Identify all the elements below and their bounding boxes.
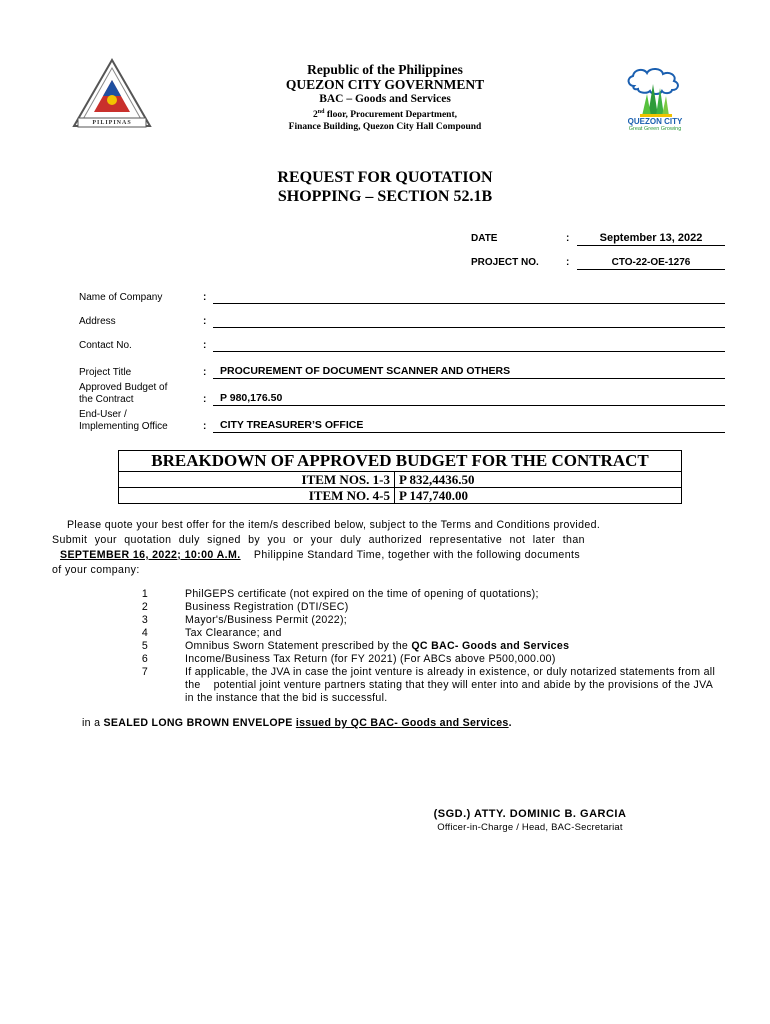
instructions-line1: Please quote your best offer for the item/s described below, subject to the Terms and Conditions provided.: [67, 519, 601, 531]
item-text: Income/Business Tax Return (for FY 2021) (For ABCs above P500,000.00): [185, 653, 556, 665]
date-label: DATE: [471, 233, 498, 244]
item-text: PhilGEPS certificate (not expired on the time of opening of quotations);: [185, 588, 539, 600]
header-bac: BAC – Goods and Services: [319, 93, 451, 105]
contact-label: Contact No.: [79, 340, 132, 351]
list-item: [140, 627, 720, 640]
list-item: [140, 588, 720, 601]
item-text: Omnibus Sworn Statement prescribed by the: [185, 640, 412, 652]
enduser-label-line2: Implementing Office: [79, 421, 168, 432]
enduser-colon: :: [203, 421, 207, 432]
list-item: [140, 601, 720, 614]
project-no-value: CTO-22-OE-1276: [577, 257, 725, 270]
project-title-colon: :: [203, 367, 207, 378]
item-text: Mayor's/Business Permit (2022);: [185, 614, 348, 626]
item-number: 6: [141, 653, 149, 665]
company-label: Name of Company: [79, 292, 163, 303]
contact-colon: :: [203, 340, 207, 351]
project-title-field: PROCUREMENT OF DOCUMENT SCANNER AND OTHERS: [213, 365, 725, 379]
instructions-line3-post: Philippine Standard Time, together with the following documents: [250, 549, 581, 561]
address-colon: :: [203, 316, 207, 327]
signatory-position: Officer-in-Charge / Head, BAC-Secretariat: [437, 822, 623, 833]
abc-label-line2: the Contract: [79, 394, 134, 405]
project-title-label: Project Title: [79, 367, 132, 378]
deadline: SEPTEMBER 16, 2022; 10:00 A.M.: [60, 549, 241, 561]
abc-colon: :: [203, 394, 207, 405]
document-title: [0, 168, 770, 206]
table-row: [119, 487, 681, 503]
project-no-colon: :: [566, 257, 570, 268]
header-government: QUEZON CITY GOVERNMENT: [285, 77, 485, 92]
breakdown-title: BREAKDOWN OF APPROVED BUDGET FOR THE CONTRACT: [119, 451, 681, 472]
title-line2: SHOPPING – SECTION 52.1B: [277, 188, 493, 205]
date-colon: :: [566, 233, 570, 244]
company-colon: :: [203, 292, 207, 303]
contact-field[interactable]: [213, 338, 725, 352]
header-floor: [0, 106, 770, 121]
requirements-list: [140, 588, 720, 705]
item-number: 7: [141, 666, 149, 678]
item-text-bold: QC BAC- Goods and Services: [411, 640, 570, 652]
envelope-underline: issued by QC BAC- Goods and Services: [295, 717, 509, 729]
enduser-label-line1: End-User /: [79, 409, 127, 420]
item-number: 3: [141, 614, 149, 626]
budget-breakdown-table: [118, 450, 682, 504]
list-item: [140, 653, 720, 666]
floor-suffix: nd: [317, 109, 325, 115]
letterhead: [0, 62, 770, 133]
list-item: [140, 614, 720, 627]
envelope-post: .: [508, 717, 512, 729]
item-number: 2: [141, 601, 149, 613]
floor-dept: floor, Procurement Department,: [324, 110, 457, 121]
floor-number: 2: [313, 110, 318, 121]
header-building: Finance Building, Quezon City Hall Compound: [288, 122, 482, 133]
breakdown-item-label: ITEM NOS. 1-3: [119, 472, 395, 487]
abc-label-line1: Approved Budget of: [79, 382, 168, 393]
envelope-bold: SEALED LONG BROWN ENVELOPE: [103, 717, 293, 729]
project-no-label: PROJECT NO.: [471, 257, 539, 268]
instructions-line2: Submit your quotation duly signed by you or your duly authorized representative not later than: [52, 534, 585, 546]
envelope-instruction: [82, 717, 512, 729]
abc-label: [79, 382, 167, 406]
address-field[interactable]: [213, 314, 725, 328]
breakdown-item-value: P 832,4436.50: [399, 472, 475, 487]
item-number: 5: [141, 640, 149, 652]
abc-field: P 980,176.50: [213, 392, 725, 406]
table-row: [119, 472, 681, 487]
seal-bottom-text: PILIPINAS: [92, 120, 132, 126]
header-republic: Republic of the Philippines: [307, 62, 463, 77]
item-text: Tax Clearance; and: [185, 627, 282, 639]
logo-text: QUEZON CITY: [627, 117, 683, 126]
signatory: [400, 807, 660, 834]
list-item: [140, 640, 720, 653]
item-number: 1: [141, 588, 149, 600]
envelope-pre: in a: [82, 717, 104, 729]
item-text: If applicable, the JVA in case the joint venture is already in existence, or duly notarized statements from all the potential joint venture partners stating that they will enter into and abide by the provisions of the JVA in the instance that the bid is successful.: [185, 666, 719, 704]
item-number: 4: [141, 627, 149, 639]
breakdown-item-label: ITEM NO. 4-5: [119, 488, 395, 503]
company-field[interactable]: [213, 290, 725, 304]
enduser-field: CITY TREASURER’S OFFICE: [213, 419, 725, 433]
instructions-line4: of your company:: [52, 564, 140, 576]
logo-tagline: Great Green Growing: [628, 126, 682, 132]
title-line1: REQUEST FOR QUOTATION: [277, 169, 493, 186]
address-label: Address: [79, 316, 116, 327]
enduser-label: [79, 409, 168, 433]
instructions-paragraph: [52, 518, 712, 578]
date-value: September 13, 2022: [577, 232, 725, 246]
instructions-line3: [52, 548, 712, 563]
item-text: Business Registration (DTI/SEC): [185, 601, 349, 613]
signatory-name: (SGD.) ATTY. DOMINIC B. GARCIA: [433, 808, 627, 820]
breakdown-item-value: P 147,740.00: [399, 488, 468, 503]
list-item: [140, 666, 720, 705]
item-text-wrap: [185, 640, 720, 653]
